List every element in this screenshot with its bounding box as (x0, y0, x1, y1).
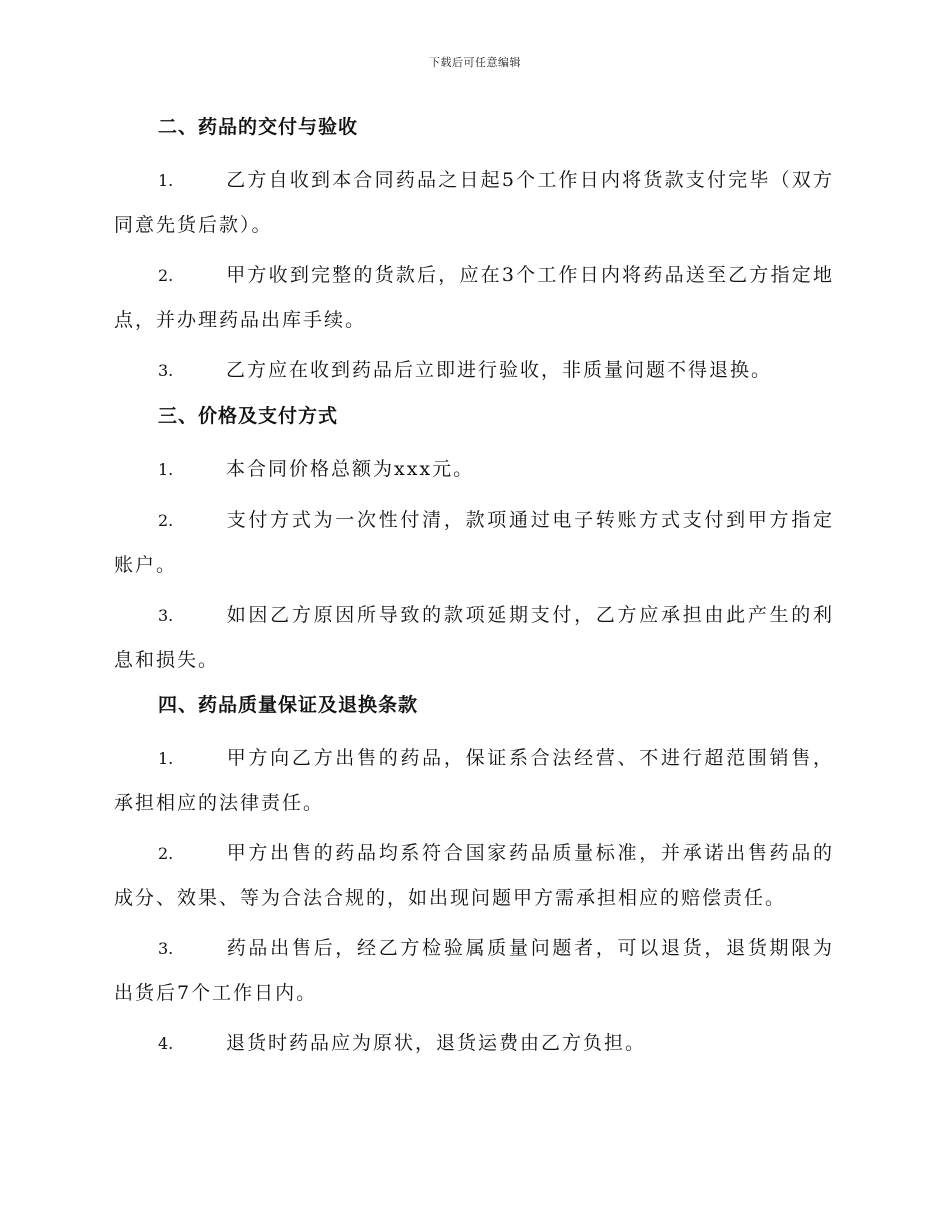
clause-text: 乙方应在收到药品后立即进行验收，非质量问题不得退换。 (226, 359, 773, 381)
document-body (114, 110, 834, 1072)
section-heading: 二、药品的交付与验收 (158, 116, 359, 138)
clause-text: 药品出售后，经乙方检验属质量问题者，可以退货，退货期限为出货后7个工作日内。 (114, 937, 834, 1004)
clause-number: 3. (158, 606, 174, 625)
clause-text: 乙方自收到本合同药品之日起5个工作日内将货款支付完毕（双方同意先货后款）。 (114, 169, 834, 236)
clause-text: 本合同价格总额为xxx元。 (226, 458, 475, 480)
clause-number: 1. (158, 171, 174, 190)
section-delivery-acceptance (114, 110, 834, 393)
clause-number: 3. (158, 361, 174, 380)
clause (114, 1021, 834, 1066)
header-note: 下载后可任意编辑 (429, 56, 521, 69)
clause (114, 348, 834, 393)
clause-text: 甲方收到完整的货款后，应在3个工作日内将药品送至乙方指定地点，并办理药品出库手续。 (114, 264, 834, 331)
clause (114, 736, 834, 825)
clause-number: 4. (158, 1034, 174, 1053)
clause-number: 2. (158, 266, 174, 285)
clause-number: 1. (158, 749, 174, 768)
section-heading: 三、价格及支付方式 (158, 405, 339, 427)
clause (114, 831, 834, 920)
clause-text: 支付方式为一次性付清，款项通过电子转账方式支付到甲方指定账户。 (114, 509, 834, 576)
clause (114, 498, 834, 587)
section-quality-returns (114, 688, 834, 1066)
clause (114, 253, 834, 342)
clause-number: 2. (158, 511, 174, 530)
clause-number: 2. (158, 844, 174, 863)
clause-text: 甲方出售的药品均系符合国家药品质量标准，并承诺出售药品的成分、效果、等为合法合规的，如出现问题甲方需承担相应的赔偿责任。 (114, 842, 834, 909)
clause (114, 447, 834, 492)
clause-text: 如因乙方原因所导致的款项延期支付，乙方应承担由此产生的利息和损失。 (114, 604, 834, 671)
section-price-payment (114, 399, 834, 682)
clause-text: 甲方向乙方出售的药品，保证系合法经营、不进行超范围销售，承担相应的法律责任。 (114, 747, 834, 814)
clause-text: 退货时药品应为原状，退货运费由乙方负担。 (226, 1032, 647, 1054)
section-heading: 四、药品质量保证及退换条款 (158, 694, 419, 716)
clause (114, 593, 834, 682)
clause (114, 926, 834, 1015)
clause-number: 1. (158, 460, 174, 479)
clause (114, 158, 834, 247)
clause-number: 3. (158, 939, 174, 958)
